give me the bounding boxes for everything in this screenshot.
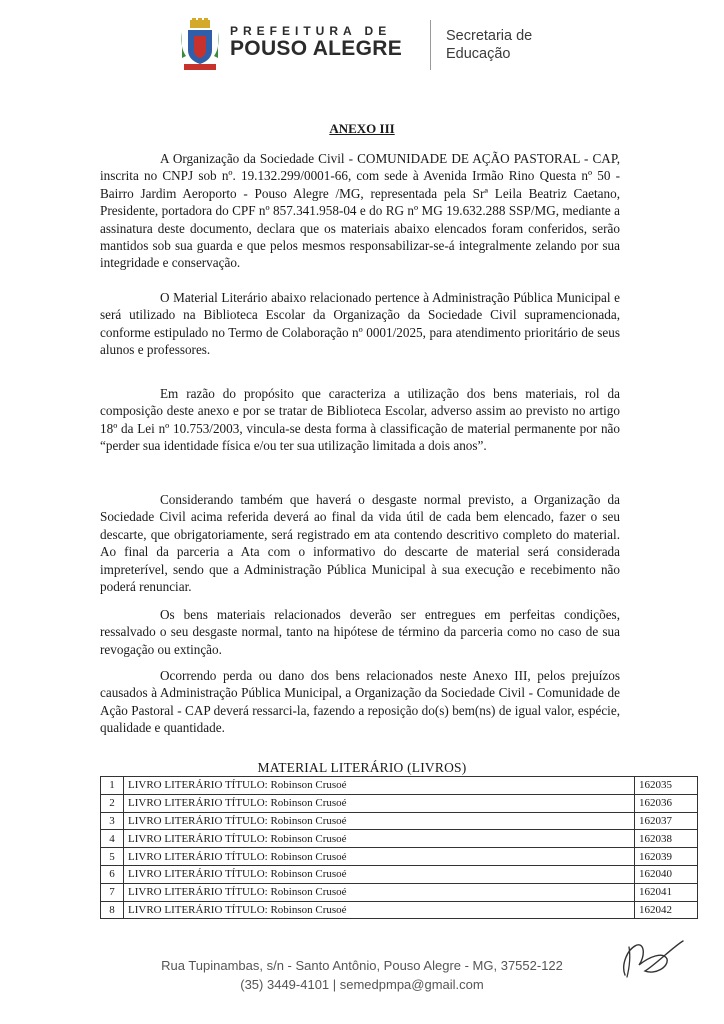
row-description: LIVRO LITERÁRIO TÍTULO: Robinson Crusoé (124, 794, 635, 812)
table-row (101, 777, 698, 795)
row-number: 4 (101, 830, 124, 848)
secretaria-line-2: Educação (446, 46, 511, 62)
row-description: LIVRO LITERÁRIO TÍTULO: Robinson Crusoé (124, 812, 635, 830)
footer-address: Rua Tupinambas, s/n - Santo Antônio, Pouso Alegre - MG, 37552-122 (161, 958, 563, 973)
paragraph-4 (100, 491, 620, 595)
paragraph-4-text: Considerando também que haverá o desgaste normal previsto, a Organização da Sociedade Civil acima referida deverá ao final da vida útil de cada bem elencado, fazer o seu descarte, que obrigatoriamente, será registrado em ata contendo descritivo completo do material. Ao final da parceria a Ata com o informativo do descarte de material será considerada impreterível, sendo que a Administração Pública Municipal à sua execução e recebimento não poderá renunciar. (100, 492, 620, 595)
paragraph-3-text: Em razão do propósito que caracteriza a utilização dos bens materiais, rol da composição deste anexo e por se tratar de Biblioteca Escolar, adverso assim ao previsto no artigo 18º da Lei nº 10.753/2003, vincula-se desta forma à classificação de material permanente por não “perder sua identidade física e/ou ter sua utilização limitada a dois anos”. (100, 386, 620, 454)
row-number: 3 (101, 812, 124, 830)
table-title: MATERIAL LITERÁRIO (LIVROS) (257, 760, 467, 775)
row-number: 2 (101, 794, 124, 812)
row-description: LIVRO LITERÁRIO TÍTULO: Robinson Crusoé (124, 830, 635, 848)
row-number: 6 (101, 865, 124, 883)
footer-contact: (35) 3449-4101 | semedpmpa@gmail.com (240, 977, 484, 992)
document-title: ANEXO III (329, 121, 395, 136)
table-row (101, 883, 698, 901)
handwritten-initials-icon (615, 935, 687, 983)
brand (230, 24, 402, 61)
brand-top-text: PREFEITURA DE (230, 24, 392, 38)
row-code: 162035 (635, 777, 698, 795)
row-code: 162037 (635, 812, 698, 830)
table-row (101, 865, 698, 883)
secretaria-line-1: Secretaria de (446, 28, 533, 44)
table-row (101, 901, 698, 919)
row-code: 162042 (635, 901, 698, 919)
table-row (101, 794, 698, 812)
row-code: 162040 (635, 865, 698, 883)
table-row (101, 848, 698, 866)
header-divider (430, 20, 431, 70)
table-row (101, 812, 698, 830)
brand-main-text: POUSO ALEGRE (230, 37, 403, 60)
materials-table (100, 776, 698, 919)
paragraph-1 (100, 150, 620, 272)
row-number: 5 (101, 848, 124, 866)
paragraph-2-text: O Material Literário abaixo relacionado pertence à Administração Pública Municipal e será utilizado na Biblioteca Escolar da Organização da Sociedade Civil supramencionada, conforme estipulado no Termo de Colaboração nº 0001/2025, para atendimento prioritário de seus alunos e professores. (100, 290, 620, 358)
table-row (101, 830, 698, 848)
paragraph-3 (100, 385, 620, 455)
row-number: 8 (101, 901, 124, 919)
row-code: 162041 (635, 883, 698, 901)
row-description: LIVRO LITERÁRIO TÍTULO: Robinson Crusoé (124, 848, 635, 866)
paragraph-1-text: A Organização da Sociedade Civil - COMUNIDADE DE AÇÃO PASTORAL - CAP, inscrita no CNPJ sob nº. 19.132.299/0001-66, com sede à Avenida Irmão Rino Questa nº 50 - Bairro Jardim Aeroporto - Pouso Alegre /MG, representada pela Srª Leila Beatriz Caetano, Presidente, portadora do CPF nº 857.341.958-04 e do RG nº MG 19.632.288 SSP/MG, mediante a assinatura deste documento, declara que os materiais abaixo elencados foram conferidos, serão mantidos sob sua guarda e que pelos mesmos responsabilizar-se-á integralmente zelando por sua integridade e conservação. (100, 151, 620, 271)
paragraph-6 (100, 667, 620, 737)
row-description: LIVRO LITERÁRIO TÍTULO: Robinson Crusoé (124, 901, 635, 919)
paragraph-5 (100, 606, 620, 658)
row-code: 162036 (635, 794, 698, 812)
row-description: LIVRO LITERÁRIO TÍTULO: Robinson Crusoé (124, 777, 635, 795)
secretaria-label (446, 27, 532, 63)
row-description: LIVRO LITERÁRIO TÍTULO: Robinson Crusoé (124, 883, 635, 901)
row-code: 162039 (635, 848, 698, 866)
row-number: 7 (101, 883, 124, 901)
paragraph-6-text: Ocorrendo perda ou dano dos bens relacionados neste Anexo III, pelos prejuízos causados à Administração Pública Municipal, a Organização da Sociedade Civil - Comunidade de Ação Pastoral - CAP deverá ressarci-la, fazendo a reposição do(s) bem(ns) de igual valor, espécie, qualidade e quantidade. (100, 668, 620, 736)
row-code: 162038 (635, 830, 698, 848)
paragraph-2 (100, 289, 620, 359)
row-number: 1 (101, 777, 124, 795)
row-description: LIVRO LITERÁRIO TÍTULO: Robinson Crusoé (124, 865, 635, 883)
paragraph-5-text: Os bens materiais relacionados deverão ser entregues em perfeitas condições, ressalvado o seu desgaste normal, tanto na hipótese de término da parceria como no caso de sua revogação ou extinção. (100, 607, 620, 657)
city-crest-icon (178, 18, 222, 72)
letterhead (178, 14, 558, 76)
